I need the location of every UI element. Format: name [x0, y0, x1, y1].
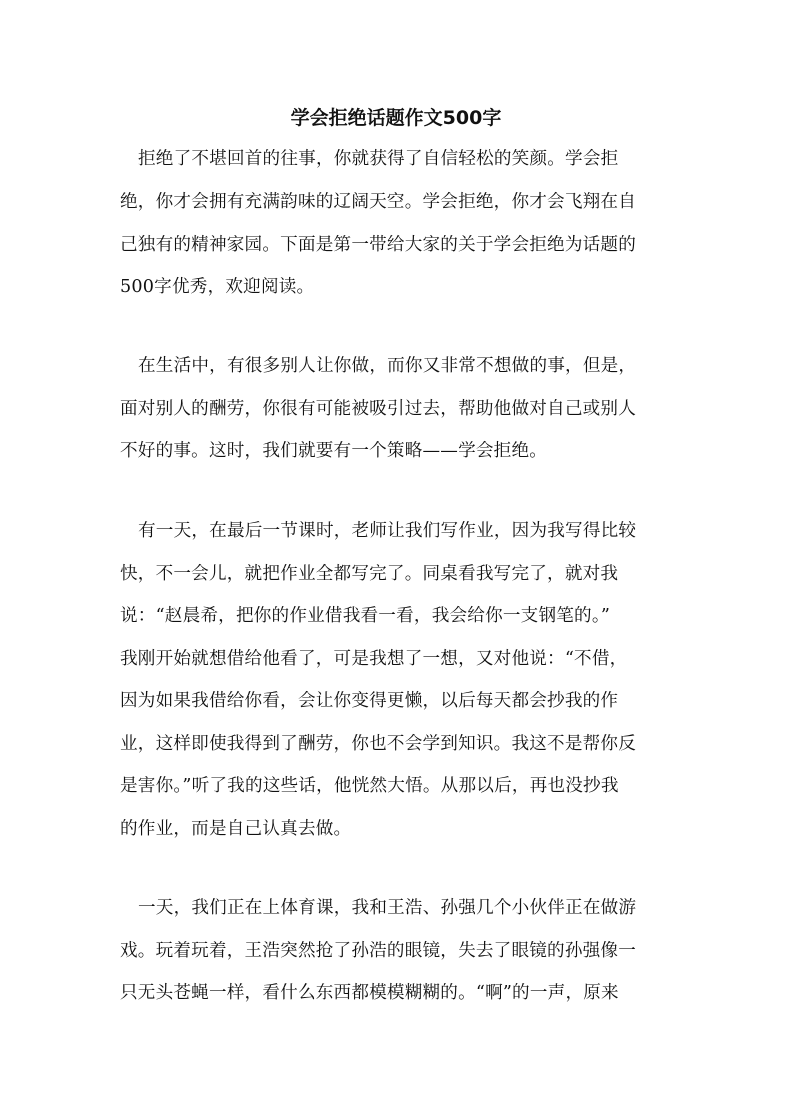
paragraph-3-line-2: 快，不一会儿，就把作业全都写完了。同桌看我写完了，就对我: [120, 564, 619, 584]
document-title: 学会拒绝话题作文500字: [290, 107, 502, 129]
paragraph-3-line-6: 业，这样即使我得到了酬劳，你也不会学到知识。我这不是帮你反: [120, 734, 637, 754]
paragraph-1-line-3: 己独有的精神家园。下面是第一带给大家的关于学会拒绝为话题的: [120, 235, 637, 255]
paragraph-3-line-5: 因为如果我借给你看，会让你变得更懒，以后每天都会抄我的作: [120, 691, 619, 711]
paragraph-3-line-7: 是害你。”听了我的这些话，他恍然大悟。从那以后，再也没抄我: [120, 776, 619, 796]
paragraph-1-line-1: 拒绝了不堪回首的往事，你就获得了自信轻松的笑颜。学会拒: [138, 149, 619, 169]
paragraph-3-line-8: 的作业，而是自己认真去做。: [120, 819, 352, 839]
paragraph-4-line-2: 戏。玩着玩着，王浩突然抢了孙浩的眼镜，失去了眼镜的孙强像一: [120, 941, 637, 961]
paragraph-3-line-4: 我刚开始就想借给他看了，可是我想了一想，又对他说：“不借，: [120, 649, 628, 669]
paragraph-2-line-1: 在生活中，有很多别人让你做，而你又非常不想做的事，但是，: [138, 356, 637, 376]
paragraph-1-line-2: 绝，你才会拥有充满韵味的辽阔天空。学会拒绝，你才会飞翔在自: [120, 192, 637, 212]
paragraph-4-line-3: 只无头苍蝇一样，看什么东西都模模糊糊的。“啊”的一声，原来: [120, 983, 619, 1003]
paragraph-2-line-2: 面对别人的酬劳，你很有可能被吸引过去，帮助他做对自己或别人: [120, 399, 637, 419]
paragraph-3-line-3: 说：“赵晨希，把你的作业借我看一看，我会给你一支钢笔的。”: [120, 606, 611, 626]
paragraph-1-line-4: 500字优秀，欢迎阅读。: [120, 277, 315, 297]
paragraph-3-line-1: 有一天，在最后一节课时，老师让我们写作业，因为我写得比较: [138, 521, 637, 541]
paragraph-2-line-3: 不好的事。这时，我们就要有一个策略——学会拒绝。: [120, 441, 548, 461]
paragraph-4-line-1: 一天，我们正在上体育课，我和王浩、孙强几个小伙伴正在做游: [138, 898, 637, 918]
